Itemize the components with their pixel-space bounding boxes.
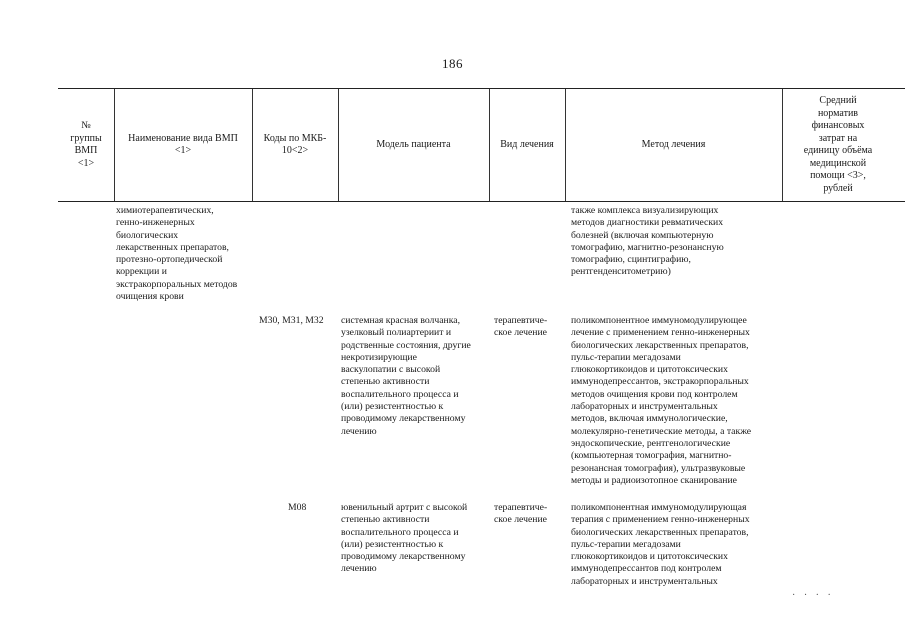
row-2-icd-codes: М08 bbox=[288, 502, 307, 513]
header-vmp-name: Наименование вида ВМП <1> bbox=[128, 132, 238, 156]
continuation-vmp-name: химиотерапевтических, генно-инженерных биологических лекарственных препаратов, протезно-ортопедической коррекции и экстракорпоральных методов очищения крови bbox=[116, 205, 238, 303]
scan-artifact: · · · · bbox=[792, 590, 834, 601]
row-2-treatment-method: поликомпонентная иммуномодулирующая терапия с применением генно-инженерных биологических лекарственных препаратов, пульс-терапии мегадозами глюкокортикоидов и цитотоксических иммунодепрессантов под контролем лабораторных и инструментальных bbox=[571, 502, 750, 587]
page-number: 186 bbox=[442, 56, 463, 71]
row-1-treatment-method: поликомпонентное иммуномодулирующее лечение с применением генно-инженерных биологических лекарственных препаратов, пульс-терапии мегадозами глюкокортикоидов и цитотоксических иммунодепрессантов, экстракорпоральных методов очищения крови под контролем лабораторных и инструментальных методов, включая иммунологические, молекулярно-генетические методы, а также эндоскопические, рентгенологические (компьютерная томография, магнитно- резонансная томография), ультразвуковые методы и радиоизотопное сканирование bbox=[571, 315, 752, 486]
row-2-treatment-type: терапевтиче- ское лечение bbox=[494, 502, 548, 526]
table-header bbox=[58, 88, 905, 202]
header-patient-model: Модель пациента bbox=[376, 138, 451, 150]
header-treatment-type: Вид лечения bbox=[500, 138, 554, 150]
header-treatment-method: Метод лечения bbox=[641, 138, 706, 150]
row-1-treatment-type: терапевтиче- ское лечение bbox=[494, 315, 548, 339]
row-1-icd-codes: М30, М31, М32 bbox=[259, 315, 324, 326]
header-icd-codes: Коды по МКБ- 10<2> bbox=[263, 132, 327, 156]
header-group-number: № группы ВМП <1> bbox=[70, 120, 102, 169]
header-average-cost: Средний норматив финансовых затрат на единицу объёма медицинской помощи <3>, рублей bbox=[803, 95, 873, 194]
row-2-patient-model: ювенильный артрит с высокой степенью активности воспалительного процесса и (или) резистентностью к проводимому лекарственному лечению bbox=[341, 502, 468, 575]
continuation-method: также комплекса визуализирующих методов диагностики ревматических болезней (включая компьютерную томографию, магнитно-резонансную томографию, сцинтиграфию, рентгенденситометрию) bbox=[571, 205, 724, 278]
row-1-patient-model: системная красная волчанка, узелковый полиартериит и родственные состояния, другие некротизирующие васкулопатии с высокой степенью активности воспалительного процесса и (или) резистентностью к проводимому лекарственному лечению bbox=[341, 315, 471, 437]
